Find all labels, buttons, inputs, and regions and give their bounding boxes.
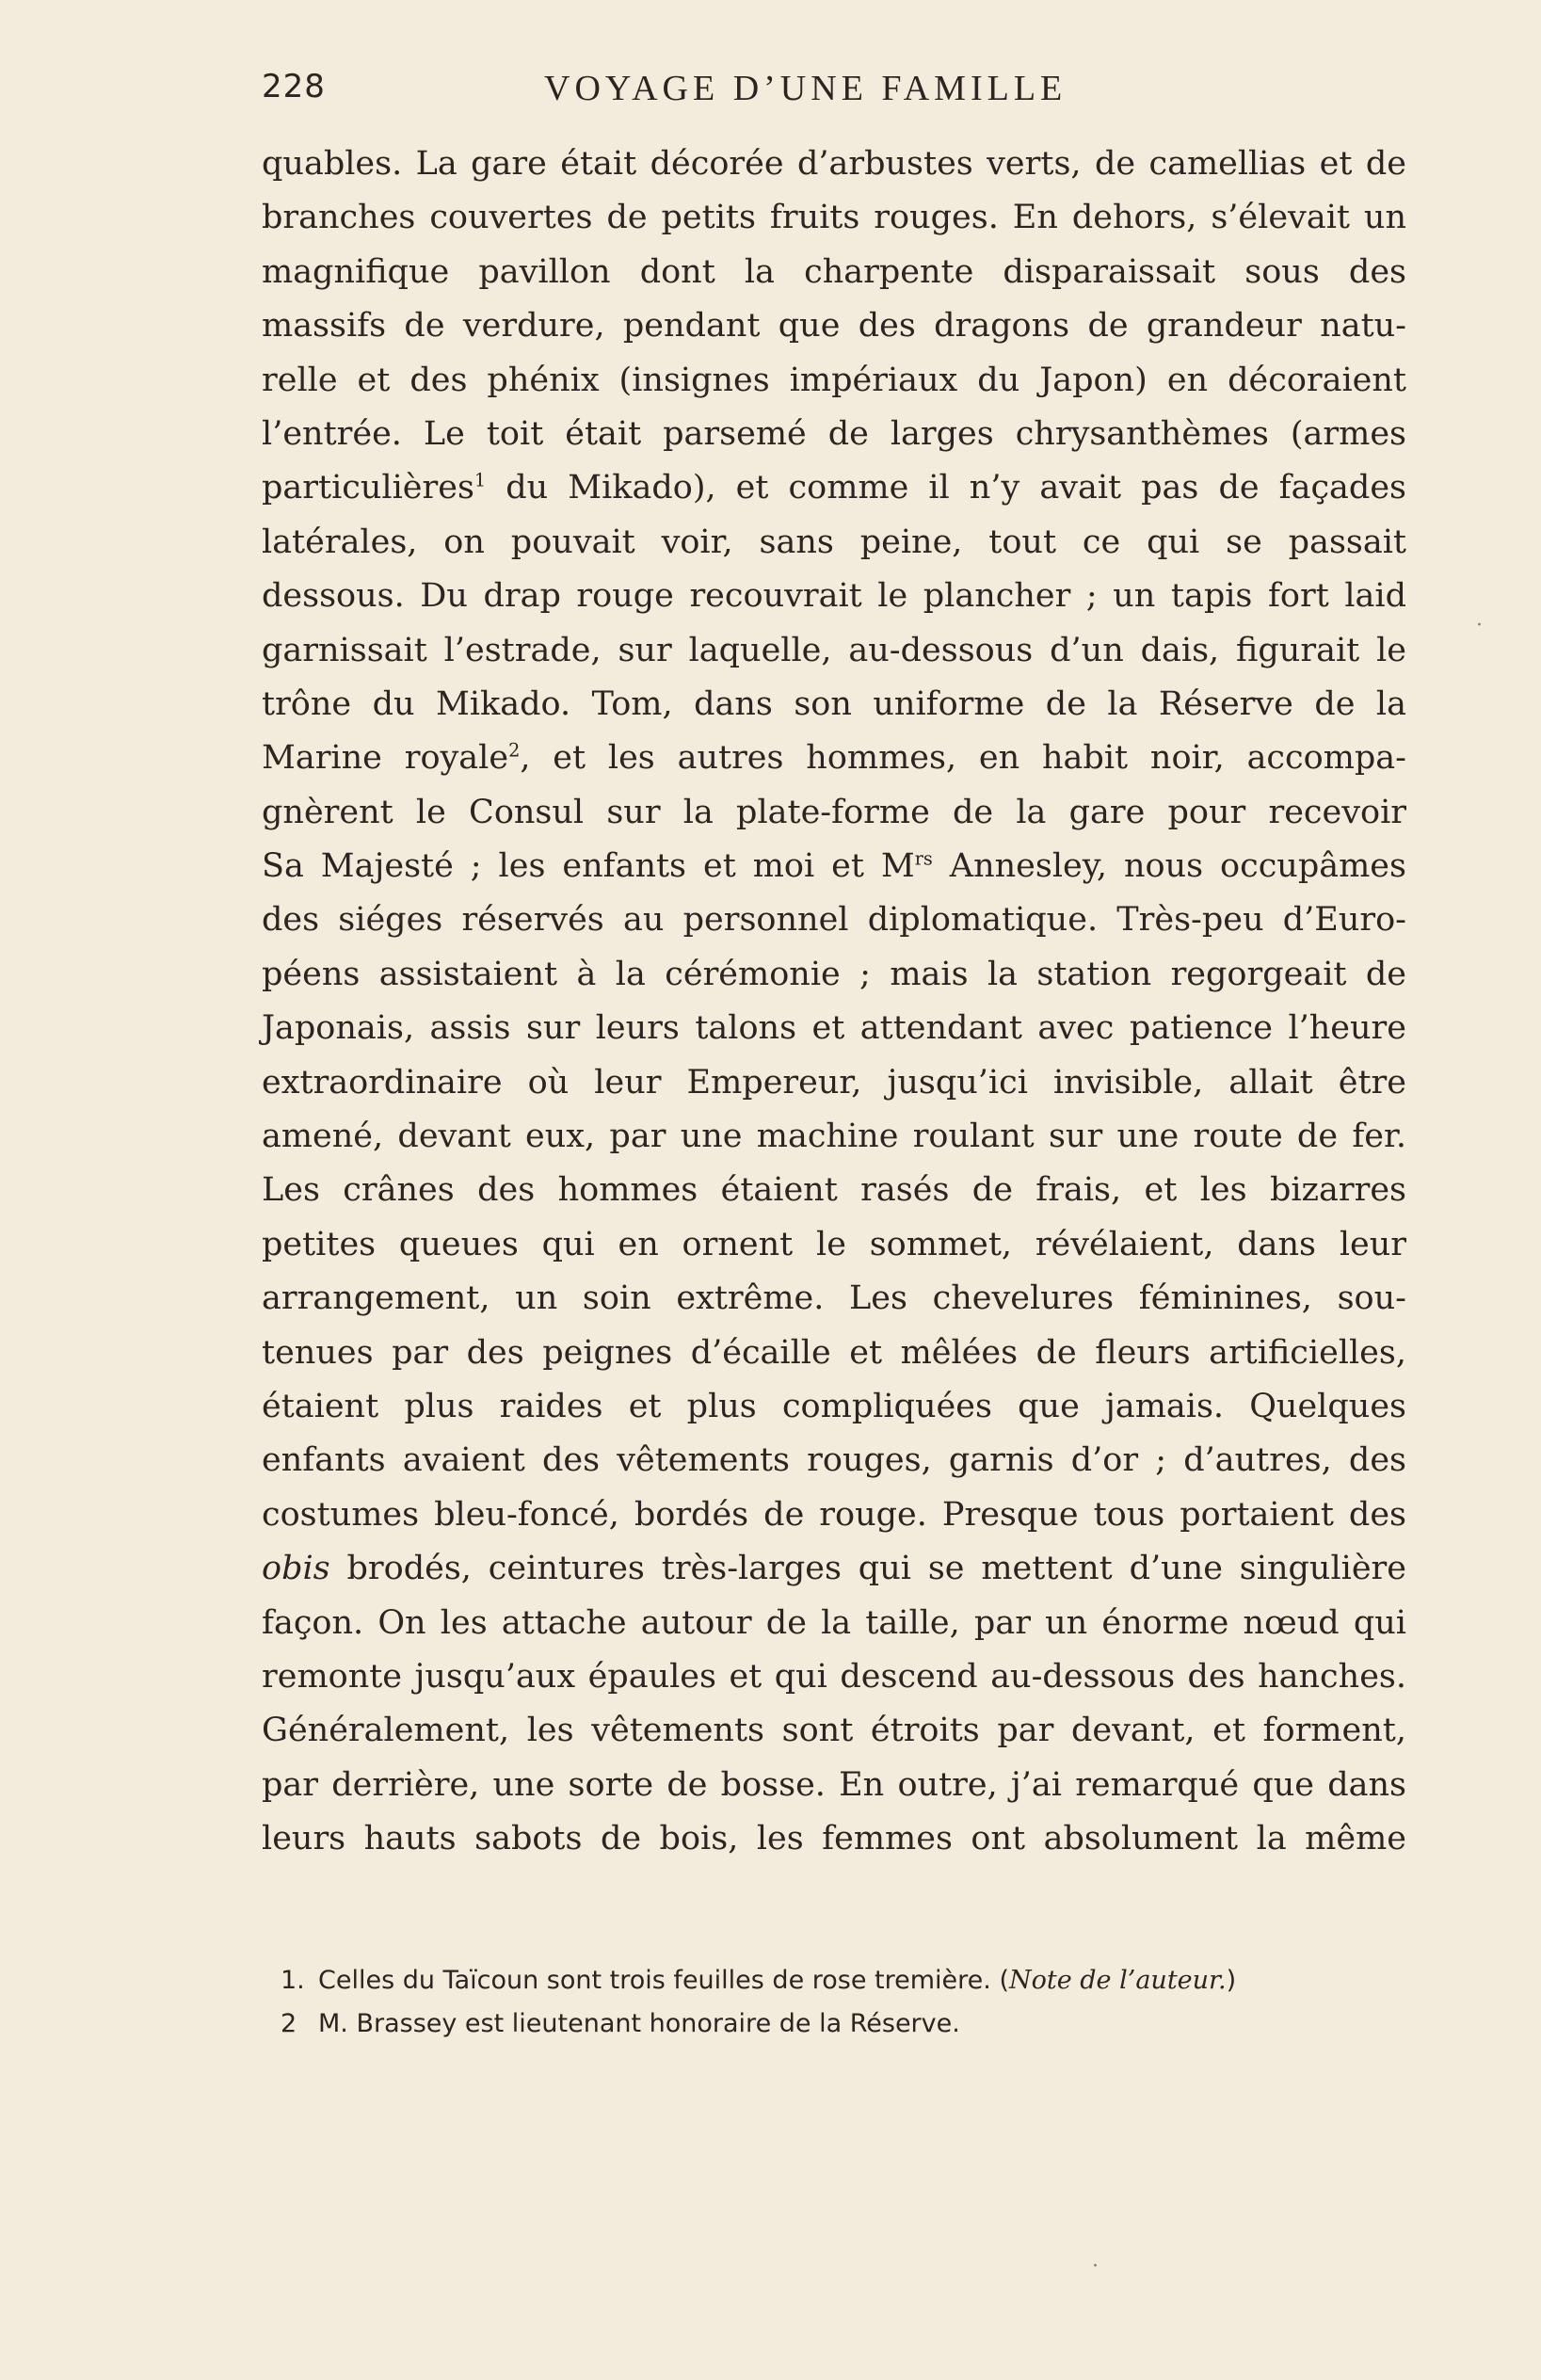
text-line: [262, 732, 1406, 785]
footnote-text: Celles du Taïcoun sont trois feuilles de rose tremière. (: [318, 1966, 1009, 1995]
text-line: péens assistaient à la cérémonie ; mais la station regorgeait de: [262, 955, 1406, 993]
text-line: des siéges réservés au personnel diplomatique. Très-peu d’Euro-: [262, 901, 1406, 940]
running-title: VOYAGE D’UNE FAMILLE: [544, 69, 1067, 108]
text-line: arrangement, un soin extrême. Les chevelures féminines, sou-: [262, 1279, 1406, 1318]
text-line: costumes bleu-foncé, bordés de rouge. Presque tous portaient des: [262, 1495, 1406, 1534]
paper-speck: ·: [1092, 2255, 1099, 2278]
text-line: gnèrent le Consul sur la plate-forme de la gare pour recevoir: [262, 793, 1406, 831]
text-line: Les crânes des hommes étaient rasés de frais, et les bizarres: [262, 1171, 1406, 1210]
page-number: 228: [262, 68, 326, 105]
text-line: façon. On les attache autour de la taille, par un énorme nœud qui: [262, 1603, 1406, 1642]
text-line: [262, 1542, 1406, 1596]
footnote-1: [281, 1959, 1391, 2002]
text-line: extraordinaire où leur Empereur, jusqu’ici invisible, allait être: [262, 1063, 1406, 1102]
text-line: remonte jusqu’aux épaules et qui descend au-dessous des hanches.: [262, 1657, 1406, 1696]
footnote-text: M. Brassey est lieutenant honoraire de la Réserve.: [318, 2009, 960, 2038]
text-line: petites queues qui en ornent le sommet, révélaient, dans leur: [262, 1225, 1406, 1263]
abbrev-superscript: rs: [914, 847, 933, 870]
line-text: brodés, ceintures très-larges qui se mettent d’une singulière: [329, 1550, 1406, 1588]
text-line: [262, 461, 1406, 515]
text-line: trône du Mikado. Tom, dans son uniforme de la Réserve de la: [262, 684, 1406, 723]
footnote-ref-2: 2: [508, 739, 521, 762]
footnote-ref-1: 1: [474, 469, 487, 491]
line-text: Marine royale: [262, 739, 509, 778]
line-text: du Mikado), et comme il n’y avait pas de façades: [486, 469, 1406, 507]
text-line: massifs de verdure, pendant que des dragons de grandeur natu-: [262, 307, 1406, 346]
footnote-author-note: Note de l’auteur.: [1008, 1966, 1227, 1995]
italic-word: obis: [262, 1550, 330, 1588]
text-line: étaient plus raides et plus compliquées que jamais. Quelques: [262, 1387, 1406, 1425]
footnote-number: 2: [281, 2009, 297, 2038]
text-line: quables. La gare était décorée d’arbustes verts, de camellias et de: [262, 145, 1406, 183]
page-header: [262, 68, 1406, 115]
footnotes: [281, 1959, 1391, 2046]
text-line: relle et des phénix (insignes impériaux du Japon) en décoraient: [262, 361, 1406, 399]
text-line: enfants avaient des vêtements rouges, garnis d’or ; d’autres, des: [262, 1441, 1406, 1480]
footnote-number: 1.: [281, 1966, 305, 1995]
text-line: Japonais, assis sur leurs talons et attendant avec patience l’heure: [262, 1009, 1406, 1048]
body-text: [262, 137, 1406, 1867]
text-line: branches couvertes de petits fruits rouges. En dehors, s’élevait un: [262, 199, 1406, 237]
text-line: l’entrée. Le toit était parsemé de larges chrysanthèmes (armes: [262, 414, 1406, 453]
paper-speck: ·: [1476, 614, 1483, 637]
text-line: par derrière, une sorte de bosse. En outre, j’ai remarqué que dans: [262, 1765, 1406, 1804]
text-line: [262, 840, 1406, 893]
text-line: magnifique pavillon dont la charpente disparaissait sous des: [262, 252, 1406, 291]
line-text: Annesley, nous occupâmes: [932, 847, 1406, 886]
text-line: Généralement, les vêtements sont étroits par devant, et forment,: [262, 1712, 1406, 1750]
text-line: garnissait l’estrade, sur laquelle, au-dessous d’un dais, figurait le: [262, 631, 1406, 669]
line-text: particulières: [262, 469, 474, 507]
text-line: dessous. Du drap rouge recouvrait le plancher ; un tapis fort laid: [262, 577, 1406, 616]
text-line: tenues par des peignes d’écaille et mêlées de fleurs artificielles,: [262, 1333, 1406, 1372]
text-line: amené, devant eux, par une machine roulant sur une route de fer.: [262, 1118, 1406, 1156]
footnote-text: ): [1226, 1966, 1237, 1995]
footnote-2: [281, 2002, 1391, 2046]
text-line: leurs hauts sabots de bois, les femmes ont absolument la même: [262, 1820, 1406, 1858]
line-text: , et les autres hommes, en habit noir, accompa-: [520, 739, 1406, 778]
text-line: latérales, on pouvait voir, sans peine, tout ce qui se passait: [262, 523, 1406, 561]
line-text: Sa Majesté ; les enfants et moi et M: [262, 847, 915, 886]
